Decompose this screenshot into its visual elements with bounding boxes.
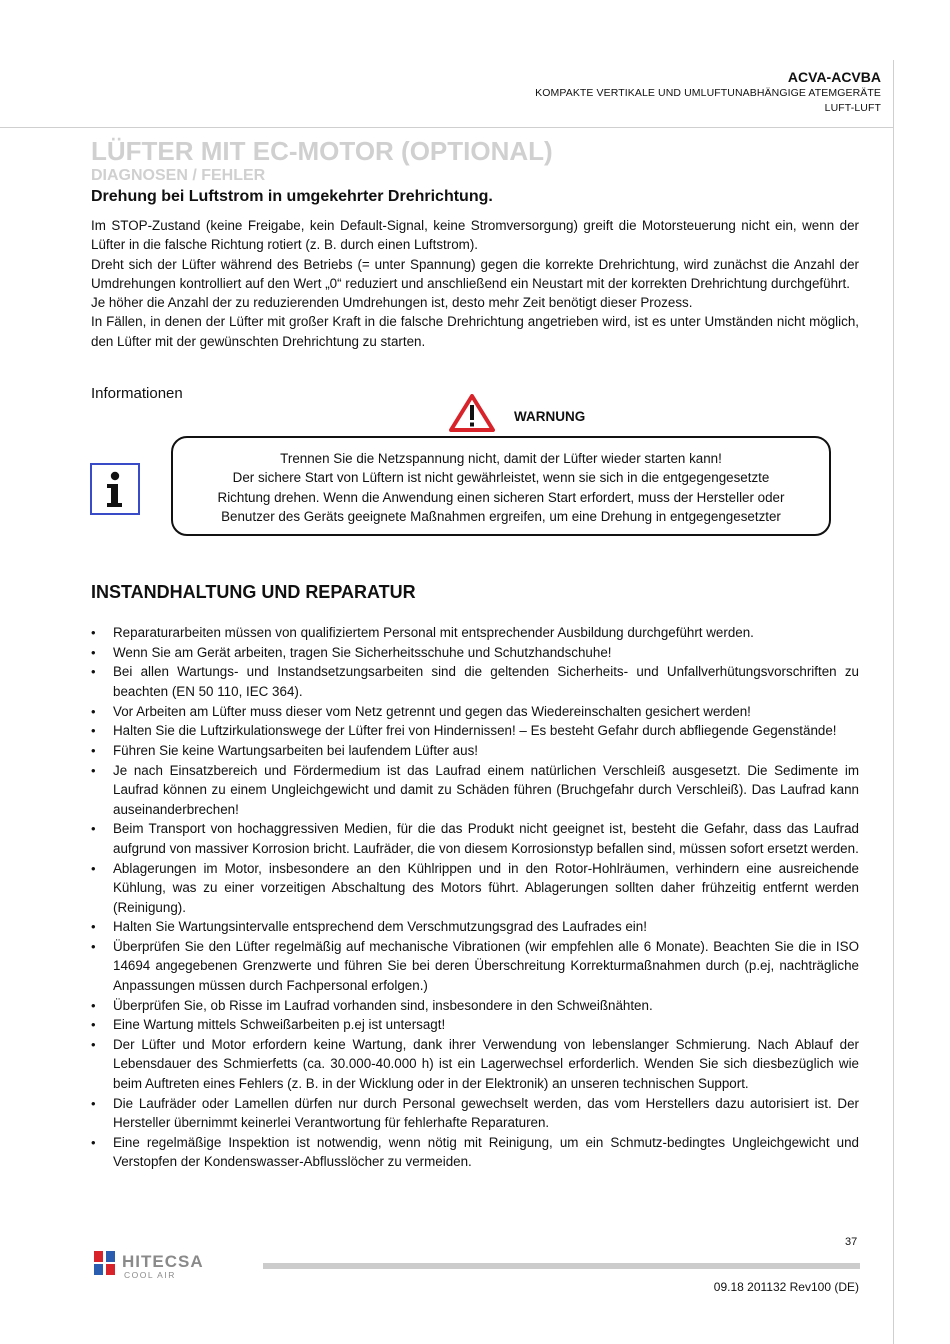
warning-label: WARNUNG [514,409,586,424]
footer-bar [263,1263,860,1269]
page-header [535,68,881,116]
list-item: • Ablagerungen im Motor, insbesondere an den Kühlrippen und in den Rotor-Hohlräumen, verhindern eine ausreichende Kühlung, was zu einer vorzeitigen Abschaltung des Motors führt. Ablagerungen sollten daher frühzeitig entfernt werden (Reinigung). [91,859,859,918]
warning-text-line: Der sichere Start von Lüftern ist nicht gewährleistet, wenn sie sich in die entgegengesetzte [232,470,770,486]
logo-text: HITECSA [122,1252,204,1271]
warning-triangle-icon [449,394,495,432]
list-item: • Überprüfen Sie, ob Risse im Laufrad vorhanden sind, insbesondere in den Schweißnähten. [91,996,859,1016]
maintenance-heading: INSTANDHALTUNG UND REPARATUR [91,582,416,602]
list-item: • Halten Sie Wartungsintervalle entsprechend dem Verschmutzungsgrad des Laufrades ein! [91,917,859,937]
list-item: • Bei allen Wartungs- und Instandsetzungsarbeiten sind die geltenden Sicherheits- und Unfallverhütungsvorschriften zu beachten (EN 50 110, IEC 364). [91,662,859,701]
list-item: • Überprüfen Sie den Lüfter regelmäßig auf mechanische Vibrationen (wir empfehlen alle 6 Monate). Beachten Sie die in ISO 14694 angegebenen Grenzwerte und führen Sie bei deren Überschreitung Korrekturmaßnahmen durch (p.ej, nachträgliche Anpassungen müssen durch Fachpersonal erfolgen.) [91,937,859,996]
document-revision: 09.18 201132 Rev100 (DE) [713,1280,859,1294]
info-icon [90,463,140,515]
paragraph: Im STOP-Zustand (keine Freigabe, kein Default-Signal, keine Stromversorgung) greift die Motorsteuerung nicht ein, wenn der Lüfter in die falsche Richtung rotiert (z. B. durch einen Luftstrom). [91,218,859,253]
page-number: 37 [845,1236,858,1248]
section-heading: Drehung bei Luftstrom in umgekehrter Drehrichtung. [91,188,493,205]
company-logo [94,1251,254,1281]
list-item: • Je nach Einsatzbereich und Fördermedium ist das Laufrad einem natürlichen Verschleiß ausgesetzt. Die Sedimente im Laufrad können zu einem Ungleichgewicht und damit zu Schäden führen (Bruchgefahr durch Verschleiß). Das Laufrad kann auseinanderbrechen! [91,761,859,820]
list-item: • Eine regelmäßige Inspektion ist notwendig, wenn nötig mit Reinigung, um ein Schmutz-bedingtes Ungleichgewicht und Verstopfen der Kondenswasser-Abflusslöcher zu vermeiden. [91,1133,859,1172]
paragraph: Dreht sich der Lüfter während des Betriebs (= unter Spannung) gegen die korrekte Drehrichtung, wird zunächst die Anzahl der Umdrehungen kontrolliert auf den Wert „0“ reduziert und anschließend ein Neustart mit der korrekten Drehrichtung durchgeführt. [91,256,859,291]
document-code: ACVA-ACVBA [787,69,881,85]
warning-text-line: Benutzer des Geräts geeignete Maßnahmen ergreifen, um eine Drehung in entgegengesetzter [221,508,781,524]
list-item: • Wenn Sie am Gerät arbeiten, tragen Sie Sicherheitsschuhe und Schutzhandschuhe! [91,643,859,663]
paragraph: Je höher die Anzahl der zu reduzierenden Umdrehungen ist, desto mehr Zeit benötigt dieser Prozess. [91,295,693,311]
logo-subtext: COOL AIR [124,1270,176,1280]
list-item: • Beim Transport von hochaggressiven Medien, für die das Produkt nicht geeignet ist, besteht die Gefahr, dass das Laufrad aufgrund von massiver Korrosion bricht. Laufräder, die von diesem Korrosionstyp befallen sind, müssen sofort ersetzt werden. [91,819,859,858]
paragraph: In Fällen, in denen der Lüfter mit großer Kraft in die falsche Drehrichtung angetrieben wird, ist es unter Umständen nicht möglich, den Lüfter mit der gewünschten Drehrichtung zu starten. [91,314,859,349]
header-rule [0,127,893,128]
list-item: • Der Lüfter und Motor erfordern keine Wartung, dank ihrer Verwendung von lebenslanger Schmierung. Nach Ablauf der Lebensdauer des Schmierfetts (ca. 30.000-40.000 h) ist ein Lagerwechsel erforderlich. Wenden Sie sich diesbezüglich wie beim Auftreten eines Fehlers (z. B. in der Wicklung oder in der Elektronik) an unseren technischen Support. [91,1035,859,1094]
warning-text-line: Trennen Sie die Netzspannung nicht, damit der Lüfter wieder starten kann! [280,451,722,466]
list-item: • Vor Arbeiten am Lüfter muss dieser vom Netz getrennt und gegen das Wiedereinschalten gesichert werden! [91,702,859,722]
maintenance-list [91,623,859,1172]
body-text [91,216,859,351]
warning-box [171,436,831,536]
list-item: • Führen Sie keine Wartungsarbeiten bei laufendem Lüfter aus! [91,741,859,761]
section-title: LÜFTER MIT EC-MOTOR (OPTIONAL) [91,136,553,166]
warning-text-line: Richtung drehen. Wenn die Anwendung einen sicheren Start erfordert, muss der Hersteller oder [217,489,785,505]
list-item: • Reparaturarbeiten müssen von qualifiziertem Personal mit entsprechender Ausbildung durchgeführt werden. [91,623,859,643]
logo-mark-icon [94,1251,116,1275]
info-label: Informationen [91,385,183,402]
section-subtitle: DIAGNOSEN / FEHLER [91,167,266,184]
list-item: • Die Laufräder oder Lamellen dürfen nur durch Personal gewechselt werden, das vom Herstellers dazu autorisiert ist. Der Hersteller übernimmt keinerlei Verantwortung für fehlerhafte Reparaturen. [91,1094,859,1133]
document-subtitle-line1: KOMPAKTE VERTIKALE UND UMLUFTUNABHÄNGIGE ATEMGERÄTE [535,87,881,99]
list-item: • Halten Sie die Luftzirkulationswege der Lüfter frei von Hindernissen! – Es besteht Gefahr durch abfliegende Gegenstände! [91,721,859,741]
list-item: • Eine Wartung mittels Schweißarbeiten p.ej ist untersagt! [91,1015,859,1035]
document-subtitle-line2: LUFT-LUFT [824,102,881,114]
page-vertical-rule [893,60,894,1344]
